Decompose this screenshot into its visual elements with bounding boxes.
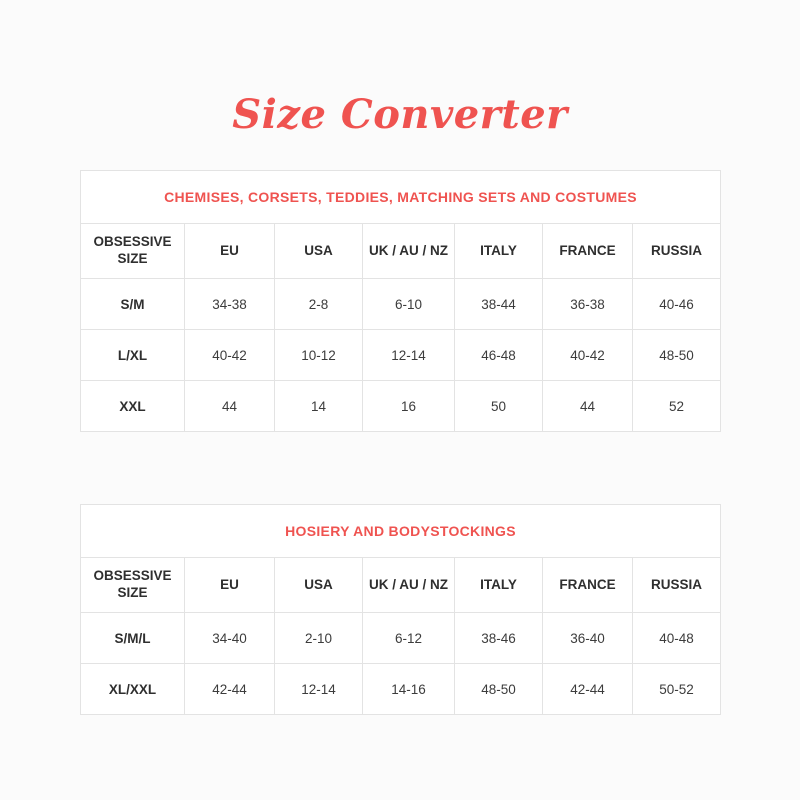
column-header-eu: EU <box>185 224 275 279</box>
column-header-eu: EU <box>185 558 275 613</box>
cell-russia: 50-52 <box>633 664 721 715</box>
cell-russia: 52 <box>633 381 721 432</box>
cell-usa: 14 <box>275 381 363 432</box>
row-label: L/XL <box>81 330 185 381</box>
column-header-russia: RUSSIA <box>633 558 721 613</box>
cell-eu: 34-40 <box>185 613 275 664</box>
table-caption-row <box>81 171 721 224</box>
cell-uk-au-nz: 6-12 <box>363 613 455 664</box>
column-header-usa: USA <box>275 224 363 279</box>
cell-uk-au-nz: 16 <box>363 381 455 432</box>
column-header-obsessive-size: OBSESSIVE SIZE <box>81 558 185 613</box>
row-label: S/M/L <box>81 613 185 664</box>
row-label: XXL <box>81 381 185 432</box>
cell-italy: 48-50 <box>455 664 543 715</box>
cell-usa: 2-8 <box>275 279 363 330</box>
column-header-france: FRANCE <box>543 558 633 613</box>
column-header-obsessive-size: OBSESSIVE SIZE <box>81 224 185 279</box>
table-row <box>81 613 721 664</box>
column-header-france: FRANCE <box>543 224 633 279</box>
size-table-section-apparel <box>80 170 720 432</box>
table-row <box>81 381 721 432</box>
row-label: XL/XXL <box>81 664 185 715</box>
cell-eu: 34-38 <box>185 279 275 330</box>
table-row <box>81 330 721 381</box>
cell-italy: 50 <box>455 381 543 432</box>
cell-eu: 44 <box>185 381 275 432</box>
cell-eu: 40-42 <box>185 330 275 381</box>
cell-usa: 2-10 <box>275 613 363 664</box>
column-header-usa: USA <box>275 558 363 613</box>
cell-russia: 40-48 <box>633 613 721 664</box>
cell-italy: 46-48 <box>455 330 543 381</box>
cell-france: 42-44 <box>543 664 633 715</box>
table-row <box>81 664 721 715</box>
cell-france: 36-40 <box>543 613 633 664</box>
table-header-row <box>81 558 721 613</box>
cell-russia: 48-50 <box>633 330 721 381</box>
cell-uk-au-nz: 14-16 <box>363 664 455 715</box>
cell-uk-au-nz: 6-10 <box>363 279 455 330</box>
cell-eu: 42-44 <box>185 664 275 715</box>
cell-usa: 10-12 <box>275 330 363 381</box>
table-row <box>81 279 721 330</box>
column-header-italy: ITALY <box>455 558 543 613</box>
table-caption-row <box>81 505 721 558</box>
cell-france: 36-38 <box>543 279 633 330</box>
size-table-section-hosiery <box>80 504 720 715</box>
column-header-italy: ITALY <box>455 224 543 279</box>
size-table-hosiery <box>80 504 721 715</box>
column-header-uk-au-nz: UK / AU / NZ <box>363 558 455 613</box>
cell-uk-au-nz: 12-14 <box>363 330 455 381</box>
row-label: S/M <box>81 279 185 330</box>
cell-italy: 38-46 <box>455 613 543 664</box>
cell-usa: 12-14 <box>275 664 363 715</box>
cell-russia: 40-46 <box>633 279 721 330</box>
column-header-uk-au-nz: UK / AU / NZ <box>363 224 455 279</box>
cell-france: 44 <box>543 381 633 432</box>
table-caption: CHEMISES, CORSETS, TEDDIES, MATCHING SETS AND COSTUMES <box>81 171 721 224</box>
cell-france: 40-42 <box>543 330 633 381</box>
cell-italy: 38-44 <box>455 279 543 330</box>
table-caption: HOSIERY AND BODYSTOCKINGS <box>81 505 721 558</box>
page-title: Size Converter <box>232 91 568 138</box>
column-header-russia: RUSSIA <box>633 224 721 279</box>
table-header-row <box>81 224 721 279</box>
size-table-apparel <box>80 170 721 432</box>
